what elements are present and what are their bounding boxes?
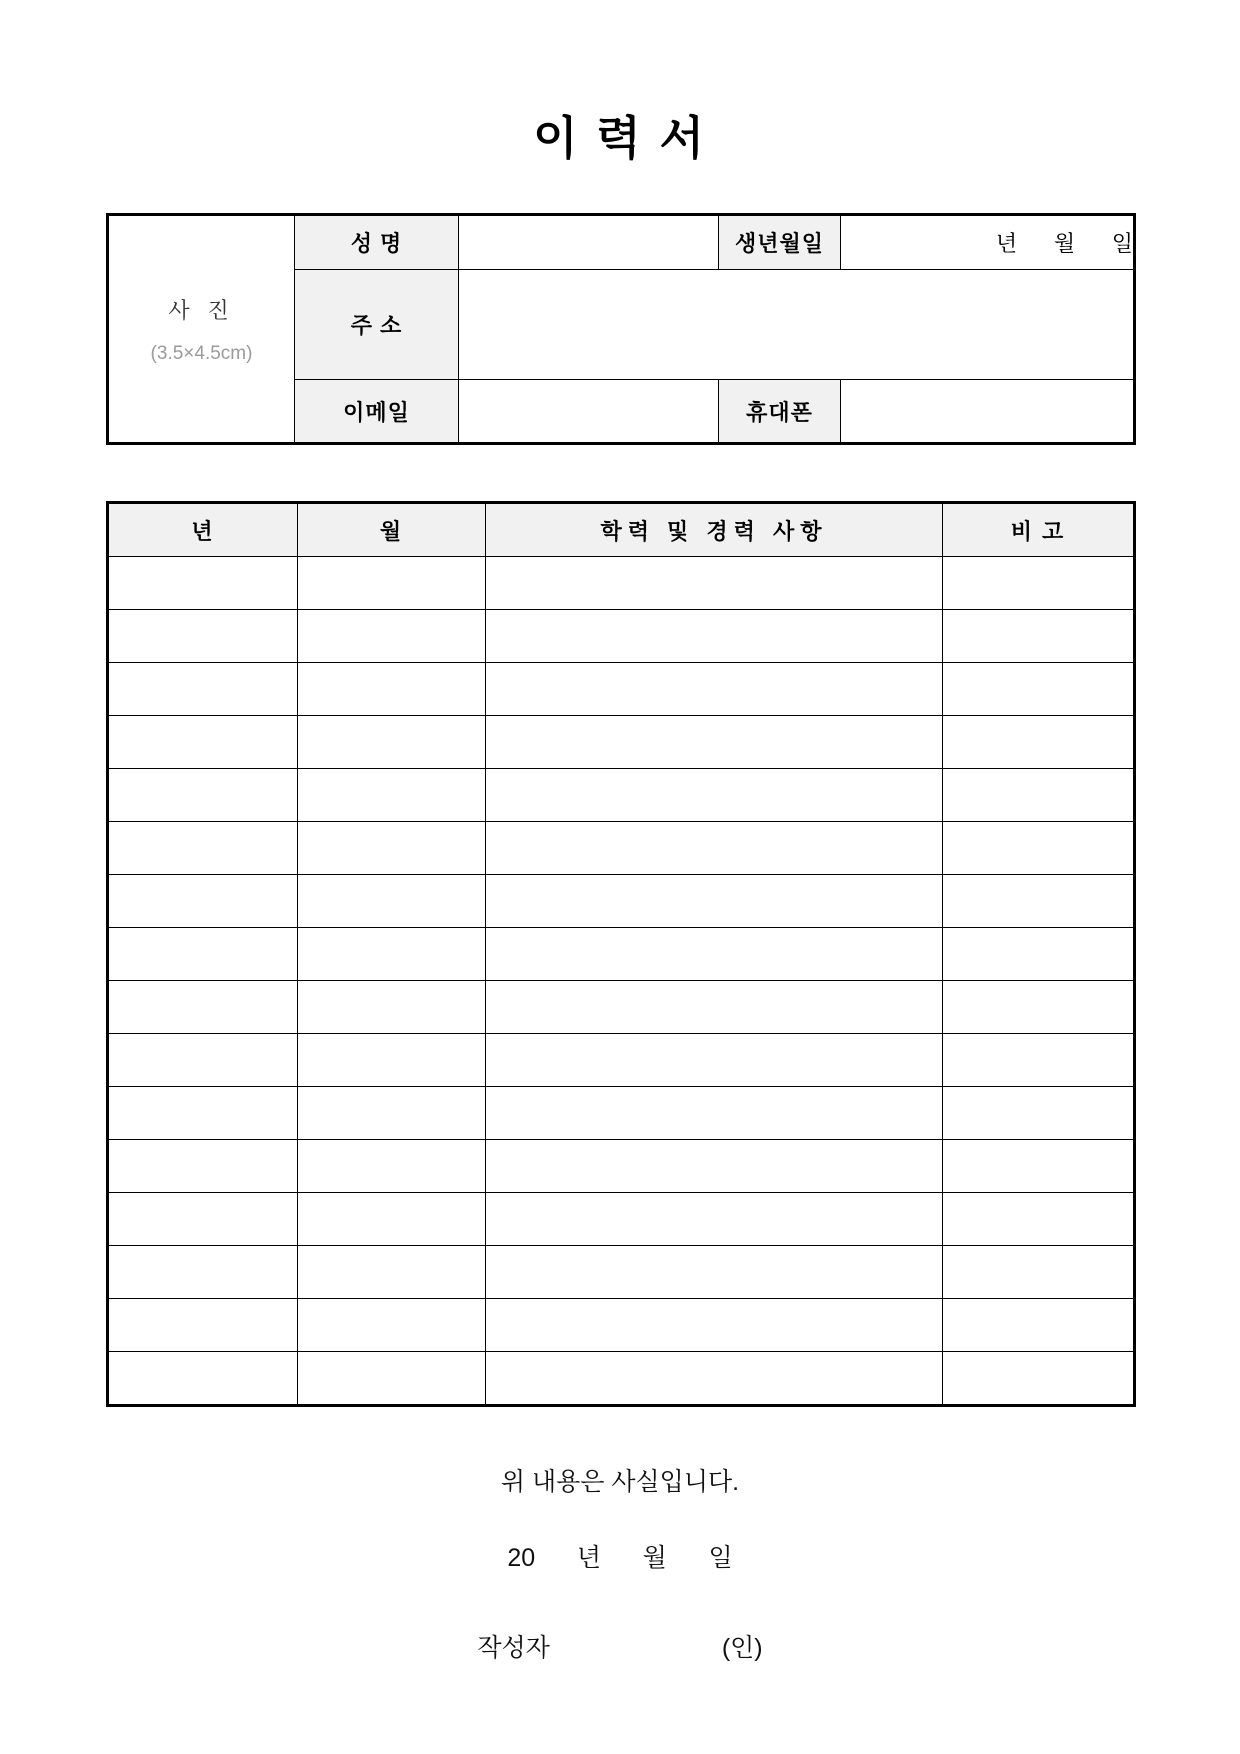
table-cell[interactable] [486,1034,943,1087]
table-row [108,1193,1135,1246]
table-cell[interactable] [108,1140,298,1193]
table-cell[interactable] [486,822,943,875]
table-cell[interactable] [943,769,1135,822]
header-remarks: 비 고 [943,503,1135,557]
history-table [106,501,1136,1407]
table-cell[interactable] [108,663,298,716]
table-cell[interactable] [108,822,298,875]
table-row [108,875,1135,928]
table-cell[interactable] [108,1193,298,1246]
table-row [108,610,1135,663]
info-row-name-birth [108,215,1135,270]
table-cell[interactable] [943,1299,1135,1352]
name-field[interactable] [459,215,719,270]
signature-date-line: 20 년 월 일 [507,1544,733,1572]
table-cell[interactable] [943,1352,1135,1406]
table-cell[interactable] [486,1352,943,1406]
photo-label: 사 진 [168,297,235,323]
photo-size-note: (3.5×4.5cm) [150,342,253,364]
photo-placeholder-cell[interactable] [108,215,295,444]
table-cell[interactable] [486,663,943,716]
table-cell[interactable] [943,928,1135,981]
table-row [108,769,1135,822]
table-cell[interactable] [486,981,943,1034]
table-row [108,1299,1135,1352]
table-cell[interactable] [486,1087,943,1140]
table-row [108,1034,1135,1087]
table-row [108,716,1135,769]
address-field[interactable] [459,270,1135,380]
table-cell[interactable] [108,1352,298,1406]
table-cell[interactable] [943,716,1135,769]
table-cell[interactable] [486,1140,943,1193]
table-cell[interactable] [108,610,298,663]
table-cell[interactable] [108,769,298,822]
table-cell[interactable] [943,981,1135,1034]
table-cell[interactable] [298,822,486,875]
table-cell[interactable] [486,928,943,981]
table-row [108,1087,1135,1140]
table-cell[interactable] [298,663,486,716]
table-row [108,822,1135,875]
declaration-text: 위 내용은 사실입니다. [500,1468,740,1496]
table-cell[interactable] [108,1299,298,1352]
table-cell[interactable] [943,610,1135,663]
address-label: 주 소 [295,270,459,380]
phone-label: 휴대폰 [719,380,841,444]
table-cell[interactable] [486,1193,943,1246]
table-cell[interactable] [108,1034,298,1087]
table-cell[interactable] [486,610,943,663]
table-cell[interactable] [298,1193,486,1246]
table-cell[interactable] [943,1034,1135,1087]
table-cell[interactable] [943,1140,1135,1193]
table-cell[interactable] [486,1299,943,1352]
table-cell[interactable] [108,981,298,1034]
table-cell[interactable] [298,1352,486,1406]
table-cell[interactable] [298,1140,486,1193]
table-row [108,1352,1135,1406]
table-cell[interactable] [943,822,1135,875]
table-row [108,1140,1135,1193]
table-cell[interactable] [298,610,486,663]
table-row [108,663,1135,716]
table-cell[interactable] [486,769,943,822]
table-cell[interactable] [108,557,298,610]
table-cell[interactable] [108,875,298,928]
name-label: 성 명 [295,215,459,270]
table-cell[interactable] [943,557,1135,610]
table-cell[interactable] [943,1087,1135,1140]
history-body [108,557,1135,1406]
table-cell[interactable] [298,1246,486,1299]
table-cell[interactable] [298,769,486,822]
email-field[interactable] [459,380,719,444]
table-cell[interactable] [298,928,486,981]
table-cell[interactable] [943,1246,1135,1299]
birthdate-field[interactable]: 년 월 일 [841,215,1135,270]
signer-label: 작성자 [477,1634,550,1662]
table-cell[interactable] [298,1034,486,1087]
table-cell[interactable] [943,875,1135,928]
header-career: 학력 및 경력 사항 [486,503,943,557]
email-label: 이메일 [295,380,459,444]
table-cell[interactable] [298,875,486,928]
table-cell[interactable] [298,1299,486,1352]
table-cell[interactable] [108,1246,298,1299]
table-row [108,1246,1135,1299]
table-cell[interactable] [943,663,1135,716]
info-table [106,213,1136,445]
history-header-row [108,503,1135,557]
signer-line [0,1628,1240,1664]
table-row [108,928,1135,981]
header-year: 년 [108,503,298,557]
table-cell[interactable] [486,716,943,769]
table-cell[interactable] [108,716,298,769]
table-cell[interactable] [298,1087,486,1140]
header-month: 월 [298,503,486,557]
table-row [108,557,1135,610]
birthdate-label: 생년월일 [719,215,841,270]
page-title: 이 력 서 [533,112,707,164]
table-cell[interactable] [486,875,943,928]
table-cell[interactable] [298,981,486,1034]
table-row [108,981,1135,1034]
table-cell[interactable] [298,716,486,769]
seal-label: (인) [721,1634,763,1662]
table-cell[interactable] [486,1246,943,1299]
table-cell[interactable] [108,928,298,981]
table-cell[interactable] [108,1087,298,1140]
phone-field[interactable] [841,380,1135,444]
table-cell[interactable] [298,557,486,610]
table-cell[interactable] [486,557,943,610]
table-cell[interactable] [943,1193,1135,1246]
